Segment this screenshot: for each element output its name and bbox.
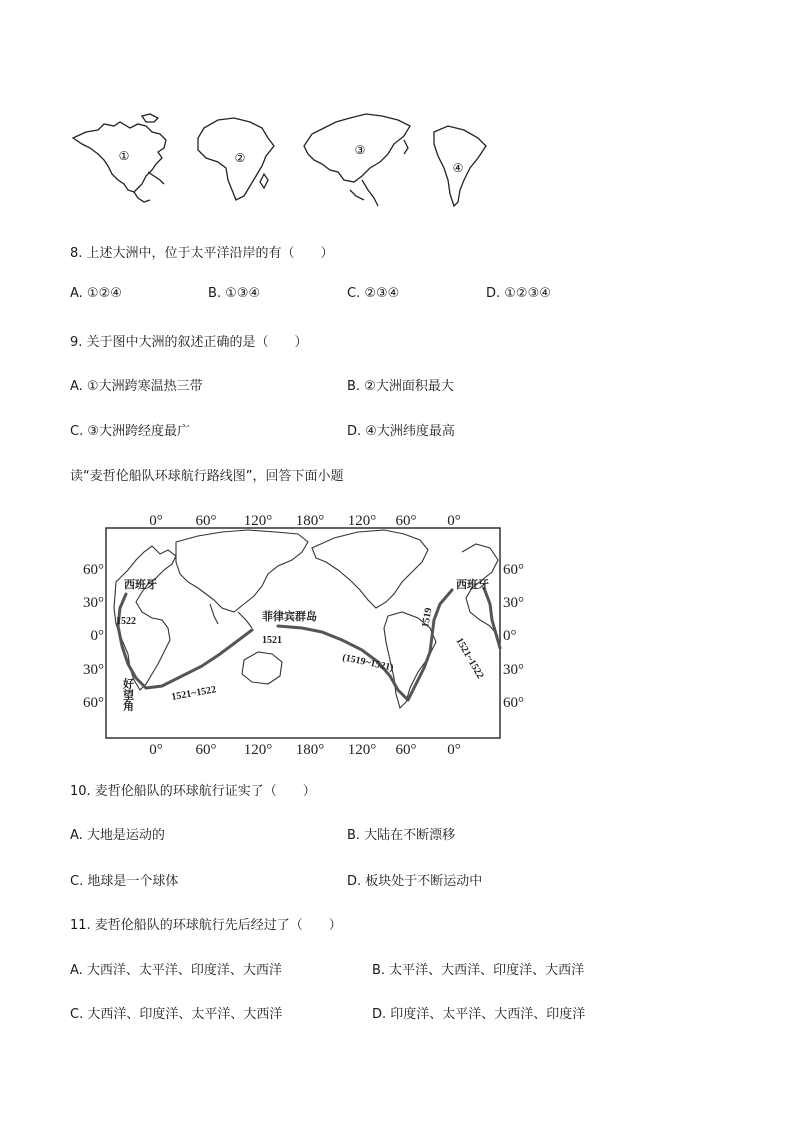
- question-8-option-c[interactable]: C. ②③④: [347, 286, 400, 301]
- label-1521: 1521: [262, 635, 282, 646]
- top-lon-label: 120°: [347, 513, 377, 529]
- question-8-stem: 8. 上述大洲中，位于太平洋沿岸的有（ ）: [70, 246, 334, 261]
- continent-marker-4: ④: [452, 161, 464, 175]
- label-spain-left: 西班牙: [124, 579, 157, 591]
- question-11-stem: 11. 麦哲伦船队的环球航行先后经过了（ ）: [70, 918, 342, 933]
- label-spain-right: 西班牙: [456, 579, 489, 591]
- top-lon-label: 60°: [195, 513, 217, 529]
- left-lat-label: 30°: [83, 662, 104, 678]
- left-lat-label: 0°: [90, 628, 104, 644]
- label-1519: 1519: [420, 606, 435, 629]
- map-frame: [106, 528, 500, 738]
- question-9-stem: 9. 关于图中大洲的叙述正确的是（ ）: [70, 335, 308, 350]
- label-cape-of-good-hope: 好望角: [121, 678, 135, 711]
- question-11-option-c[interactable]: C. 大西洋、印度洋、太平洋、大西洋: [70, 1007, 283, 1022]
- right-lat-label: 60°: [503, 562, 524, 578]
- label-1522: 1522: [116, 616, 136, 627]
- question-8-option-d[interactable]: D. ①②③④: [486, 286, 551, 301]
- label-philippines: 菲律宾群岛: [262, 611, 317, 623]
- bottom-lon-label: 120°: [347, 742, 377, 758]
- top-lon-label: 60°: [395, 513, 417, 529]
- right-lat-label: 60°: [503, 695, 524, 711]
- question-8-option-a[interactable]: A. ①②④: [70, 286, 122, 301]
- bottom-lon-label: 60°: [195, 742, 217, 758]
- top-lon-label: 120°: [243, 513, 273, 529]
- question-10-option-a[interactable]: A. 大地是运动的: [70, 828, 165, 843]
- reading-intro: 读“麦哲伦船队环球航行路线图”，回答下面小题: [70, 469, 344, 484]
- question-11-option-a[interactable]: A. 大西洋、太平洋、印度洋、大西洋: [70, 963, 282, 978]
- continents-figure: [68, 110, 498, 215]
- question-10-option-d[interactable]: D. 板块处于不断运动中: [347, 874, 483, 889]
- question-8-option-b[interactable]: B. ①③④: [208, 286, 261, 301]
- question-11-option-b[interactable]: B. 太平洋、大西洋、印度洋、大西洋: [372, 963, 585, 978]
- left-lat-label: 60°: [83, 562, 104, 578]
- question-9-option-a[interactable]: A. ①大洲跨寒温热三带: [70, 379, 203, 394]
- right-lat-label: 30°: [503, 595, 524, 611]
- left-lat-label: 30°: [83, 595, 104, 611]
- top-lon-label: 0°: [149, 513, 163, 529]
- question-9-option-d[interactable]: D. ④大洲纬度最高: [347, 424, 455, 439]
- question-9-option-c[interactable]: C. ③大洲跨经度最广: [70, 424, 190, 439]
- right-lat-label: 0°: [503, 628, 517, 644]
- magellan-route-map: [72, 508, 532, 760]
- right-lat-label: 30°: [503, 662, 524, 678]
- left-lat-label: 60°: [83, 695, 104, 711]
- label-1521-1522-right: 1521~1522: [453, 636, 486, 681]
- top-lon-label: 0°: [447, 513, 461, 529]
- continent-marker-3: ③: [354, 143, 366, 157]
- bottom-lon-label: 180°: [295, 742, 325, 758]
- continent-marker-1: ①: [118, 149, 130, 163]
- label-1519-1521: (1519~1521): [341, 652, 395, 674]
- bottom-lon-label: 0°: [149, 742, 163, 758]
- question-11-option-d[interactable]: D. 印度洋、太平洋、大西洋、印度洋: [372, 1007, 586, 1022]
- question-10-option-c[interactable]: C. 地球是一个球体: [70, 874, 179, 889]
- question-9-option-b[interactable]: B. ②大洲面积最大: [347, 379, 454, 394]
- bottom-lon-label: 120°: [243, 742, 273, 758]
- bottom-lon-label: 60°: [395, 742, 417, 758]
- question-10-option-b[interactable]: B. 大陆在不断漂移: [347, 828, 456, 843]
- label-1521-1522-bottom: 1521~1522: [170, 684, 218, 703]
- asia-outline: [304, 114, 410, 206]
- question-10-stem: 10. 麦哲伦船队的环球航行证实了（ ）: [70, 784, 316, 799]
- bottom-lon-label: 0°: [447, 742, 461, 758]
- continent-marker-2: ②: [234, 151, 246, 165]
- map-route-lines: [118, 588, 500, 700]
- top-lon-label: 180°: [295, 513, 325, 529]
